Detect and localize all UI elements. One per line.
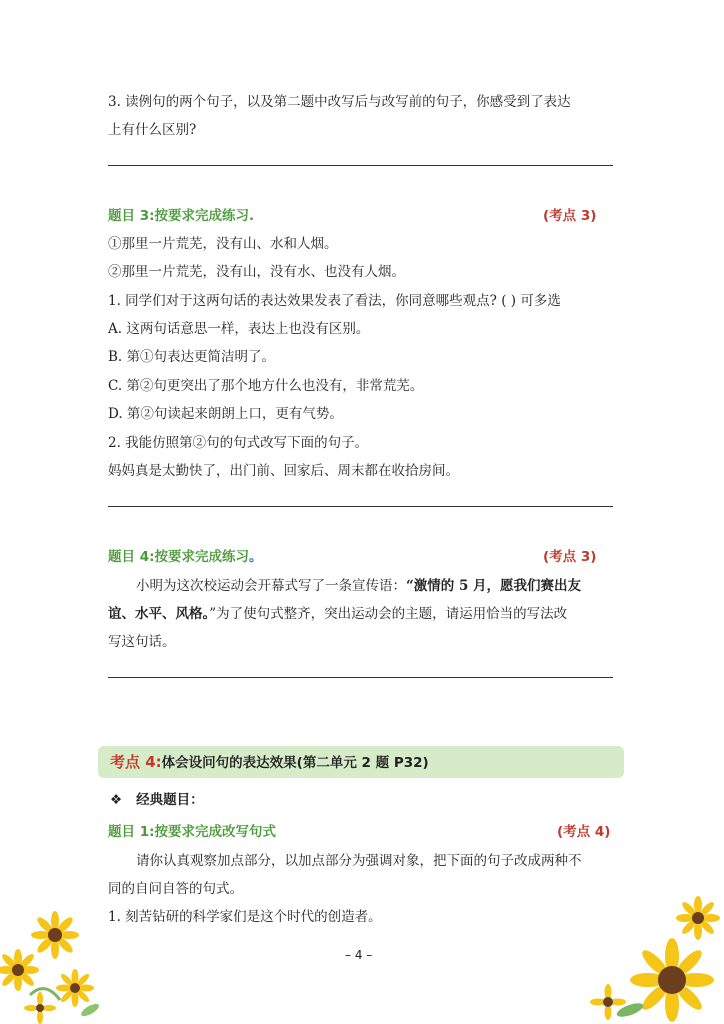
topic4-slogan-part2: 谊、水平、风格。 xyxy=(108,606,210,622)
topic3-option-c: C. 第②句更突出了那个地方什么也没有，非常荒芜。 xyxy=(108,378,424,394)
topic1-item1: 1. 刻苦钻研的科学家们是这个时代的创造者。 xyxy=(108,909,382,925)
topic4-text: ”为了使句式整齐，突出运动会的主题，请运用恰当的写法改 xyxy=(209,606,568,622)
topic4-title-row xyxy=(108,547,263,567)
topic3-question1: 1. 同学们对于这两句话的表达效果发表了看法，你同意哪些观点? ( ) 可多选 xyxy=(108,293,561,309)
topic3-question2: 2. 我能仿照第②句的句式改写下面的句子。 xyxy=(108,435,369,451)
topic3-tag: (考点 3) xyxy=(543,208,597,224)
topic4-title-dot: 。 xyxy=(249,549,263,565)
answer-line xyxy=(108,506,613,507)
topic1-tag: (考点 4) xyxy=(557,824,611,840)
sunflower-decoration-right-icon xyxy=(580,890,724,1024)
topic4-paragraph-line2 xyxy=(108,604,567,624)
topic4-tag: (考点 3) xyxy=(543,549,597,565)
topic1-title: 题目 1:按要求完成改写句式 xyxy=(108,824,276,840)
topic3-option-d: D. 第②句读起来朗朗上口，更有气势。 xyxy=(108,406,343,422)
topic3-option-b: B. 第①句表达更简洁明了。 xyxy=(108,349,276,365)
topic3-sentence1: ①那里一片荒芜，没有山、水和人烟。 xyxy=(108,236,338,252)
kaodian4-title: 体会设问句的表达效果(第二单元 2 题 P32) xyxy=(161,755,429,771)
topic3-sentence2: ②那里一片荒芜，没有山，没有水、也没有人烟。 xyxy=(108,264,405,280)
classic-heading xyxy=(110,790,204,810)
classic-label: 经典题目： xyxy=(136,792,204,808)
diamond-bullet-icon: ❖ xyxy=(110,792,123,808)
kaodian4-label: 考点 4: xyxy=(110,753,162,771)
topic1-paragraph-line2: 同的自问自答的句式。 xyxy=(108,881,243,897)
topic3-q2-sentence: 妈妈真是太勤快了，出门前、回家后、周末都在收拾房间。 xyxy=(108,463,459,479)
answer-line xyxy=(108,677,613,678)
sunflower-decoration-left-icon xyxy=(0,900,110,1024)
topic4-title: 题目 4:按要求完成练习 xyxy=(108,549,249,565)
topic3-option-a: A. 这两句话意思一样，表达上也没有区别。 xyxy=(108,321,370,337)
answer-line xyxy=(108,165,613,166)
topic4-slogan-part1: “激情的 5 月，愿我们赛出友 xyxy=(406,578,582,594)
topic3-title: 题目 3:按要求完成练习. xyxy=(108,208,255,224)
q3-text-line1: 3. 读例句的两个句子，以及第二题中改写后与改写前的句子，你感受到了表达 xyxy=(108,94,571,110)
topic4-paragraph-line1 xyxy=(136,576,581,596)
topic4-text: 小明为这次校运动会开幕式写了一条宣传语： xyxy=(136,578,406,594)
q3-text-line2: 上有什么区别? xyxy=(108,122,197,138)
topic4-paragraph-line3: 写这句话。 xyxy=(108,634,176,650)
kaodian4-banner-text xyxy=(110,752,429,773)
page-number: – 4 – xyxy=(345,948,373,962)
topic1-paragraph-line1: 请你认真观察加点部分，以加点部分为强调对象，把下面的句子改成两种不 xyxy=(136,853,582,869)
